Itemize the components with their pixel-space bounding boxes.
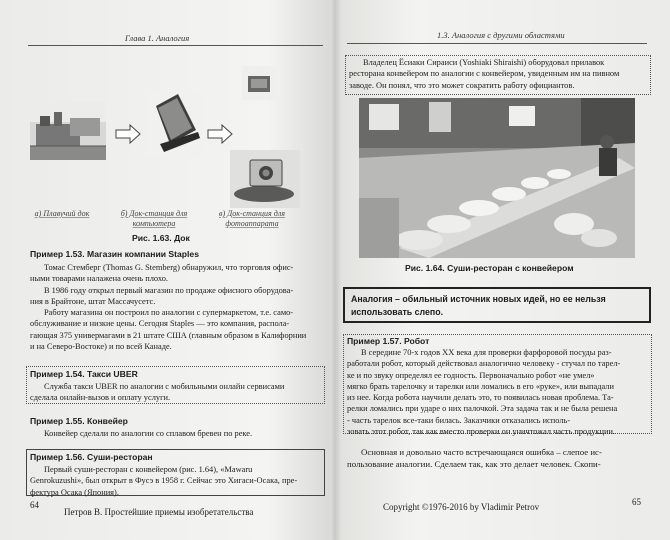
right-page	[337, 0, 670, 540]
floating-dock-photo	[30, 102, 106, 160]
laptop-dock-photo	[146, 94, 202, 156]
text-line: работали робот, который действовал аналогично человеку - стучал по тарел-	[347, 359, 621, 369]
example-title-staples: Пример 1.53. Магазин компании Staples	[30, 249, 199, 259]
left-page	[0, 0, 333, 540]
text-line: В середине 70-х годов XX века для проверки фарфоровой посуды раз-	[361, 348, 612, 357]
example-title-sushi: Пример 1.56. Суши-ресторан	[30, 452, 153, 462]
page-number-right: 65	[632, 497, 641, 507]
text-line: сделала онлайн-вызов и оплату услуги.	[30, 393, 171, 403]
closing-paragraph	[347, 446, 647, 470]
footer-right: Copyright ©1976-2016 by Vladimir Petrov	[383, 502, 540, 512]
analogy-callout: Аналогия – обильный источник новых идей, но ее нельзя использовать слепо.	[343, 287, 651, 323]
text-line: заводе. Он понял, что это может сократить работу официантов.	[349, 80, 575, 90]
footer-left: Петров В. Простейшие приемы изобретательства	[64, 507, 254, 517]
example-body-conveyor	[30, 428, 322, 439]
example-body-sushi	[30, 464, 322, 498]
right-page-header: 1.3. Аналогия с другими областями	[437, 30, 565, 40]
example-body-staples	[30, 262, 322, 352]
text-line: пользование аналогии. Сделаем так, как это делает человек. Скопи-	[347, 459, 601, 469]
text-line: ресторана конвейером по аналогии с конвейером, увиденным им на пивном	[349, 69, 620, 79]
text-line: Работу магазина он построил по аналогии с супермаркетом, т.е. само-	[44, 308, 294, 318]
text-line: Первый суши-ресторан с конвейером (рис. 1.64), «Mawaru	[44, 465, 253, 474]
right-header-rule	[347, 43, 647, 44]
device-photo-small	[242, 66, 276, 100]
arrow-icon	[116, 125, 140, 143]
left-page-header: Глава 1. Аналогия	[125, 33, 190, 43]
text-line: из нее. Когда робота научили делать это, то появилась новая проблема. Та-	[347, 393, 614, 403]
text-line: В 1986 году открыл первый магазин по продаже офисного оборудова-	[44, 285, 294, 295]
text-line: зовать этот робот, так как вместо проверки он уничтожал часть продукции.	[347, 427, 616, 437]
text-line: ния в Брайтоне, штат Массачусетс.	[30, 296, 156, 306]
text-line: мягко брать тарелочку и тарелки или ломались в его «руке», или выпадали	[347, 381, 614, 391]
caption-camera-dock: в) Док-станция для фотоаппарата	[219, 209, 285, 228]
intro-text	[349, 57, 647, 91]
page-number-left: 64	[30, 500, 39, 510]
text-line: Владелец Ёсиаки Сираиси (Yoshiaki Shiraishi) оборудовал прилавок	[363, 58, 605, 67]
text-line: ными товарами налажена очень плохо.	[30, 274, 169, 284]
example-body-uber	[30, 381, 322, 404]
text-line: ке и по звуку определял ее годность. Первоначально робот «не умел»	[347, 370, 595, 380]
caption-laptop-dock: б) Док-станция для компьютера	[120, 209, 188, 228]
caption-floating-dock: а) Плавучий док	[34, 209, 90, 218]
text-line: Конвейер сделали по аналогии со сплавом бревен по реке.	[44, 429, 253, 438]
example-title-uber: Пример 1.54. Такси UBER	[30, 369, 138, 379]
text-line: обслуживание и низкие цены. Сегодня Staples — это компания, распола-	[30, 319, 290, 329]
figure-title-dock: Рис. 1.63. Док	[132, 233, 190, 243]
example-body-robot	[347, 347, 647, 437]
text-line: - часть тарелок все-таки билась. Заказчики отказались исполь-	[347, 415, 571, 425]
figure-title-sushi: Рис. 1.64. Суши-ресторан с конвейером	[405, 263, 574, 273]
camera-dock-photo	[230, 150, 300, 208]
example-title-conveyor: Пример 1.55. Конвейер	[30, 416, 128, 426]
example-title-robot: Пример 1.57. Робот	[347, 336, 430, 346]
left-header-rule	[28, 45, 323, 46]
text-line: Служба такси UBER по аналогии с мобильными онлайн сервисами	[44, 382, 285, 391]
text-line: Томас Стемберг (Thomas G. Stemberg) обнаружил, что торговля офис-	[44, 263, 294, 272]
arrow-icon	[208, 125, 232, 143]
text-line: Genrokuzushi», был открыт в Фусэ в 1958 г. Сейчас это Хигаси-Осака, пре-	[30, 476, 298, 486]
text-line: релки ломались при ударе о них палочкой. Эта задача так и не была решена	[347, 404, 618, 414]
text-line: фектура Осака (Япония).	[30, 487, 119, 497]
text-line: и на Северо-Востоке) и по всей Канаде.	[30, 342, 172, 352]
text-line: Основная и довольно часто встречающаяся ошибка – слепое ис-	[361, 447, 602, 457]
sushi-restaurant-photo	[359, 98, 635, 258]
text-line: гающая 375 универмагами в 21 штате США (главным образом в Калифорнии	[30, 330, 307, 340]
